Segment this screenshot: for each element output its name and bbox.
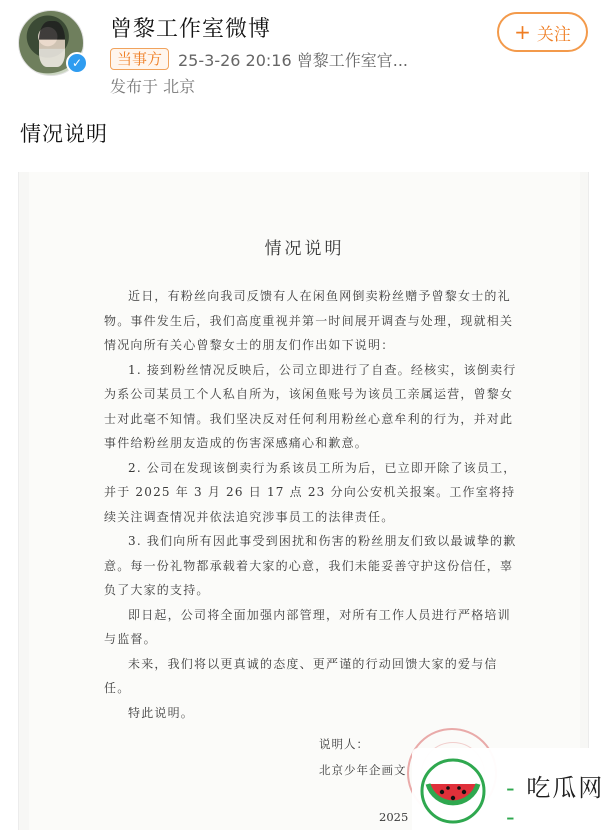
document-paragraph: 特此说明。 xyxy=(128,705,195,720)
party-tag: 当事方 xyxy=(110,48,169,70)
watermark-dash: - xyxy=(506,774,517,802)
document-signature xyxy=(319,736,407,778)
document-paper xyxy=(29,172,580,830)
document-paragraph: 3. 我们向所有因此事受到困扰和伤害的粉丝朋友们致以最诚挚的歉意。每一份礼物都承载着大家的心意，我们未能妥善守护这份信任，辜负了大家的支持。 xyxy=(104,534,517,597)
account-name[interactable]: 曾黎工作室微博 xyxy=(110,17,272,42)
verified-badge-icon: ✓ xyxy=(66,52,88,74)
post-time-source: 25-3-26 20:16 曾黎工作室官... xyxy=(178,51,408,70)
post-header xyxy=(0,0,607,110)
post-text: 情况说明 xyxy=(20,122,108,146)
watermark-dash: - xyxy=(506,803,517,830)
plus-icon: + xyxy=(514,20,531,44)
site-watermark xyxy=(412,748,607,830)
follow-label: 关注 xyxy=(536,24,571,45)
document-paragraph: 未来，我们将以更真诚的态度、更严谨的行动回馈大家的爱与信任。 xyxy=(104,656,498,695)
document-paragraph: 即日起，公司将全面加强内部管理，对所有工作人员进行严格培训与监督。 xyxy=(104,607,511,646)
sign-date: 2025 xyxy=(379,810,409,824)
document-title: 情况说明 xyxy=(264,239,345,259)
post-location: 发布于 北京 xyxy=(110,77,196,96)
document-paragraph: 1. 接到粉丝情况反映后，公司立即进行了自查。经核实，该倒卖行为系公司某员工个人私自所为，该闲鱼账号为该员工亲属运营，曾黎女士对此毫不知情。我们坚决反对任何利用粉丝心意牟利的行为，并对此事件给粉丝朋友造成的伤害深感痛心和歉意。 xyxy=(104,362,517,450)
sign-organization: 北京少年企画文 xyxy=(319,763,407,777)
document-paragraph: 2. 公司在发现该倒卖行为系该员工所为后，已立即开除了该员工，并于 2025 年 3 月 26 日 17 点 23 分向公安机关报案。工作室将持续关注调查情况并依法追究涉事员工的法律责任。 xyxy=(104,460,517,524)
document-paragraph: 近日，有粉丝向我司反馈有人在闲鱼网倒卖粉丝赠予曾黎女士的礼物。事件发生后，我们高度重视并第一时间展开调查与处理，现就相关情况向所有关心曾黎女士的朋友们作出如下说明： xyxy=(104,289,514,352)
watermark-label: 吃瓜网 xyxy=(526,774,605,802)
watermelon-icon xyxy=(420,758,486,824)
sign-label: 说明人： xyxy=(319,737,369,751)
watermark-text xyxy=(506,768,607,830)
document-body xyxy=(104,284,522,725)
statement-document-image[interactable] xyxy=(18,172,589,830)
follow-button[interactable] xyxy=(497,12,588,52)
